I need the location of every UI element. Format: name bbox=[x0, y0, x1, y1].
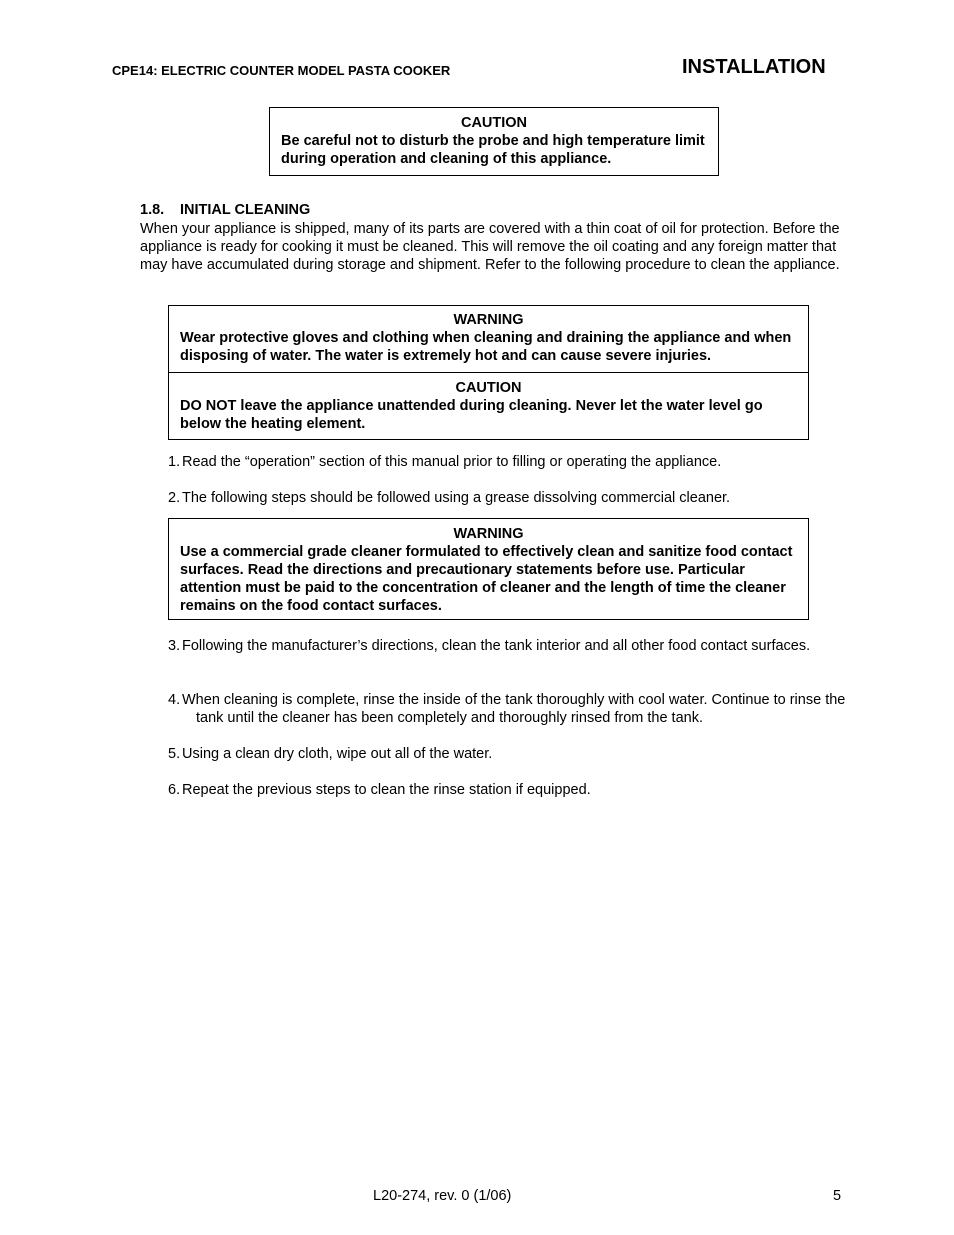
caution-text: Be careful not to disturb the probe and high temperature limit during operation and cleaning of this appliance. bbox=[281, 133, 705, 167]
step-text: Repeat the previous steps to clean the rinse station if equipped. bbox=[182, 782, 591, 798]
step-item bbox=[168, 781, 848, 799]
warning-title: WARNING bbox=[453, 526, 524, 542]
footer-doc-id: L20-274, rev. 0 (1/06) bbox=[373, 1188, 512, 1204]
step-number: 1. bbox=[168, 454, 181, 470]
step-number: 3. bbox=[168, 638, 181, 654]
step-item bbox=[168, 453, 848, 471]
header-section-title: INSTALLATION bbox=[682, 56, 826, 78]
warning-gloves bbox=[169, 306, 808, 373]
warning-caution-box bbox=[168, 305, 809, 440]
step-item bbox=[168, 489, 848, 507]
warning-box-cleaner bbox=[168, 518, 809, 620]
step-number: 5. bbox=[168, 746, 181, 762]
step-item bbox=[168, 745, 848, 763]
warning-title: WARNING bbox=[453, 312, 524, 328]
section-title: INITIAL CLEANING bbox=[180, 202, 311, 218]
step-number: 2. bbox=[168, 490, 181, 506]
footer-page-number: 5 bbox=[833, 1188, 842, 1204]
caution-text: DO NOT leave the appliance unattended during cleaning. Never let the water level go below the heating element. bbox=[180, 398, 763, 432]
section-number: 1.8. bbox=[140, 202, 165, 218]
step-text: The following steps should be followed using a grease dissolving commercial cleaner. bbox=[182, 490, 731, 506]
step-number: 4. bbox=[168, 692, 181, 708]
caution-unattended bbox=[169, 373, 808, 433]
section-intro: When your appliance is shipped, many of its parts are covered with a thin coat of oil for protection. Before the appliance is ready for cooking it must be cleaned. This will remove the oil coating and any foreign matter that may have accumulated during storage and shipment. Refer to the following procedure to clean the appliance. bbox=[140, 221, 840, 273]
step-text: When cleaning is complete, rinse the inside of the tank thoroughly with cool water. Continue to rinse the tank until the cleaner has been completely and thoroughly rinsed from the tank. bbox=[182, 692, 846, 726]
warning-text: Use a commercial grade cleaner formulated to effectively clean and sanitize food contact surfaces. Read the directions and precautionary statements before use. Particular attention must be paid to the concentration of cleaner and the length of time the cleaner remains on the food contact surfaces. bbox=[180, 544, 793, 614]
caution-title: CAUTION bbox=[460, 115, 528, 131]
step-number: 6. bbox=[168, 782, 181, 798]
caution-box-probe bbox=[269, 107, 719, 176]
step-text: Read the “operation” section of this manual prior to filling or operating the appliance. bbox=[182, 454, 722, 470]
header-model: CPE14: ELECTRIC COUNTER MODEL PASTA COOKER bbox=[112, 63, 451, 78]
step-text: Using a clean dry cloth, wipe out all of the water. bbox=[182, 746, 493, 762]
step-item bbox=[168, 691, 848, 727]
warning-text: Wear protective gloves and clothing when cleaning and draining the appliance and when disposing of water. The water is extremely hot and can cause severe injuries. bbox=[180, 330, 792, 364]
section-heading bbox=[140, 202, 310, 218]
step-text: Following the manufacturer’s directions, clean the tank interior and all other food contact surfaces. bbox=[182, 638, 811, 654]
caution-title: CAUTION bbox=[455, 380, 522, 396]
step-item bbox=[168, 637, 848, 655]
